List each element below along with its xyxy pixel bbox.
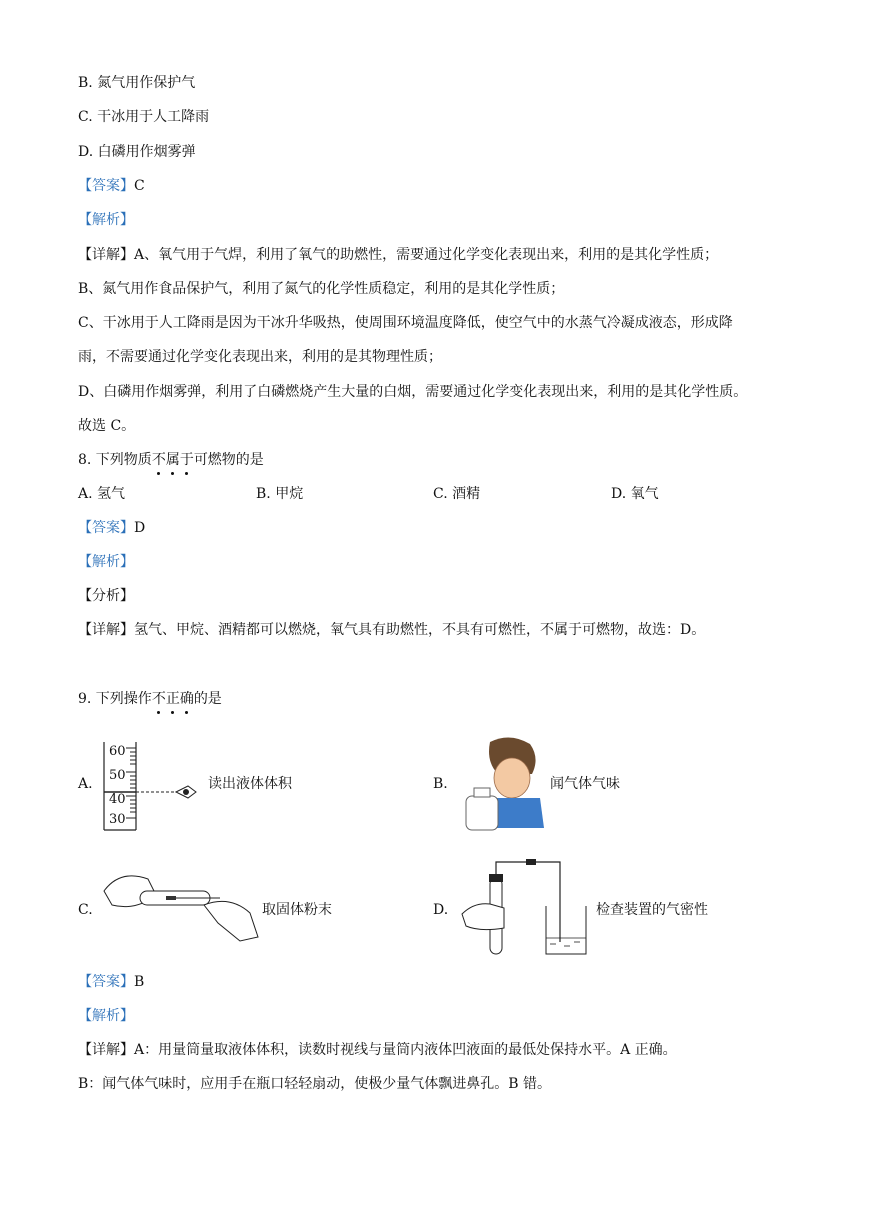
q7-option-d: D. 白磷用作烟雾弹 [78,144,196,160]
q8-analysis-tag: 【解析】 [78,554,134,570]
powder-test-tube-figure [100,865,262,945]
answer-tag: 【答案】 [78,178,134,194]
tick-30: 30 [109,812,126,827]
q8-answer: 【答案】D [78,520,146,536]
q8-option-a: A. 氢气 [78,486,126,502]
q7-detail-1: 【详解】A、氧气用于气焊，利用了氧气的助燃性，需要通过化学变化表现出来，利用的是其化学性质； [78,247,719,263]
q7-detail-5: D、白磷用作烟雾弹，利用了白磷燃烧产生大量的白烟，需要通过化学变化表现出来，利用的是其化学性质。 [78,384,748,400]
tick-60: 60 [109,744,126,759]
q7-analysis-tag: 【解析】 [78,212,134,228]
q9-option-a-letter: A. [78,776,93,792]
q9-option-d-letter: D. [433,902,449,918]
q8-option-c: C. 酒精 [433,486,481,502]
q9-option-d-label: 检查装置的气密性 [596,902,708,918]
q9-detail-1: 【详解】A：用量筒量取液体体积，读数时视线与量筒内液体凹液面的最低处保持水平。A 正确。 [78,1042,677,1058]
q7-answer [78,176,145,196]
tick-40: 40 [109,792,126,807]
q9-option-c-letter: C. [78,902,93,918]
q8-option-b: B. 甲烷 [256,486,304,502]
q9-option-b-label: 闻气体气味 [550,776,620,792]
q8-option-d: D. 氧气 [611,486,659,502]
q9-option-a-label: 读出液体体积 [208,776,292,792]
q7-detail-4: 雨，不需要通过化学变化表现出来，利用的是其物理性质； [78,349,442,365]
tick-50: 50 [109,768,126,783]
q9-option-c-label: 取固体粉末 [262,902,332,918]
q9-stem: 9. 下列操作不正确的是 [78,691,222,707]
smelling-gas-figure [460,734,546,834]
airtightness-apparatus-figure [460,858,594,958]
answer-value: C [134,178,145,194]
q9-option-b-letter: B. [433,776,448,792]
q8-stem: 8. 下列物质不属于可燃物的是 [78,452,264,468]
q7-option-b: B. 氮气用作保护气 [78,75,196,91]
q8-analysis-sub: 【分析】 [78,588,134,604]
q7-conclusion: 故选 C。 [78,418,136,434]
q8-detail: 【详解】氢气、甲烷、酒精都可以燃烧，氧气具有助燃性，不具有可燃性，不属于可燃物，故选：D。 [78,622,706,638]
q7-option-c: C. 干冰用于人工降雨 [78,109,210,125]
q7-detail-3: C、干冰用于人工降雨是因为干冰升华吸热，使周围环境温度降低，使空气中的水蒸气冷凝成液态，形成降 [78,315,733,331]
q7-detail-2: B、氮气用作食品保护气，利用了氮气的化学性质稳定，利用的是其化学性质； [78,281,565,297]
q9-answer: 【答案】B [78,974,145,990]
q9-analysis-tag: 【解析】 [78,1008,134,1024]
q9-detail-2: B：闻气体气味时，应用手在瓶口轻轻扇动，使极少量气体飘进鼻孔。B 错。 [78,1076,552,1092]
